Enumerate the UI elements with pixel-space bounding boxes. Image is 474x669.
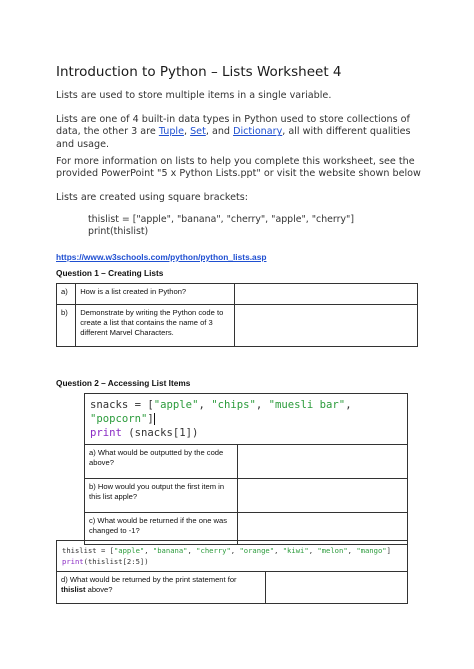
code-token: , (255, 399, 269, 411)
row-label: b) (57, 305, 76, 347)
code-token: , (198, 399, 212, 411)
code-string: "muesli bar" (268, 399, 346, 411)
code-row (85, 394, 408, 445)
answer-cell[interactable] (234, 284, 417, 305)
code-block-snacks (85, 394, 408, 445)
code-token: (snacks[1]) (121, 427, 199, 439)
table-row (85, 479, 408, 513)
answer-cell[interactable] (238, 479, 408, 513)
code-string: "apple" (113, 546, 145, 555)
code-string: "apple" (153, 399, 199, 411)
question-cell: Demonstrate by writing the Python code to create a list that contains the name of 3 different Marvel Characters. (76, 305, 235, 347)
code-token: = [ (96, 546, 114, 555)
answer-cell[interactable] (238, 445, 408, 479)
tuple-link[interactable]: Tuple (158, 126, 184, 138)
code-keyword: print (62, 557, 84, 566)
code-string: "popcorn" (90, 413, 148, 425)
question-2-table (84, 393, 408, 545)
row-label: a) (57, 284, 76, 305)
intro-paragraph: Lists are used to store multiple items in a single variable. (56, 90, 332, 101)
question-1-heading: Question 1 – Creating Lists (56, 268, 164, 278)
separator: , and (205, 126, 234, 138)
question-text: d) What would be returned by the print statement for (61, 575, 237, 584)
data-types-paragraph (56, 114, 426, 151)
table-row (57, 284, 418, 305)
code-string: "melon" (317, 546, 348, 555)
answer-cell[interactable] (234, 305, 417, 347)
question-cell: a) What would be outputted by the code above? (85, 445, 238, 479)
table-row (57, 572, 408, 604)
code-token: (thislist[2:5]) (83, 557, 149, 566)
example-code-line-2: print(thislist) (88, 226, 149, 237)
code-variable: thislist (62, 546, 97, 555)
set-link[interactable]: Set (190, 126, 206, 138)
table-row (85, 445, 408, 479)
dictionary-link[interactable]: Dictionary (233, 126, 283, 138)
separator: , (183, 126, 191, 138)
code-string: "mango" (356, 546, 387, 555)
code-string: "chips" (211, 399, 256, 411)
data-types-text: Lists are one of 4 built-in data types in Python used to store collections of data, the other 3 are (56, 114, 410, 138)
code-token: ] (386, 546, 391, 555)
w3schools-link[interactable]: https://www.w3schools.com/python/python_lists.asp (56, 252, 267, 262)
question-cell (57, 572, 266, 604)
page-title: Introduction to Python – Lists Worksheet 4 (56, 64, 342, 80)
question-1-table (56, 283, 418, 347)
code-string: "banana" (152, 546, 188, 555)
question-2-heading: Question 2 – Accessing List Items (56, 378, 191, 388)
code-row (57, 541, 408, 572)
question-cell: b) How would you output the first item in this list apple? (85, 479, 238, 513)
code-string: "kiwi" (282, 546, 309, 555)
code-string: "orange" (239, 546, 275, 555)
text-cursor (154, 413, 155, 425)
data-types-text-end: , all with different qualities and usage. (56, 126, 411, 150)
code-keyword: print (90, 427, 122, 439)
code-block-thislist: thislist = ["apple", "banana", "cherry", "orange", "kiwi", "melon", "mango"] print(thislist[2:5]) (57, 541, 408, 572)
code-token: , (345, 399, 352, 411)
answer-cell[interactable] (266, 572, 408, 604)
example-code-line-1: thislist = ["apple", "banana", "cherry", "apple", "cherry"] (88, 214, 354, 225)
code-token: ] (147, 413, 154, 425)
table-row (57, 305, 418, 347)
question-cell: c) What would be returned if the one was changed to -1? (85, 513, 238, 545)
square-brackets-text: Lists are created using square brackets: (56, 192, 248, 203)
code-token: = [ (128, 399, 154, 411)
question-cell: How is a list created in Python? (76, 284, 235, 305)
question-bold-text: thislist (61, 585, 86, 594)
code-string: "cherry" (196, 546, 231, 555)
more-info-paragraph: For more information on lists to help you complete this worksheet, see the provided PowerPoint "5 x Python Lists.ppt" or visit the website shown below (56, 156, 421, 180)
question-2d-table (56, 540, 408, 604)
question-text-end: above? (85, 585, 113, 594)
code-variable: snacks (90, 399, 129, 411)
